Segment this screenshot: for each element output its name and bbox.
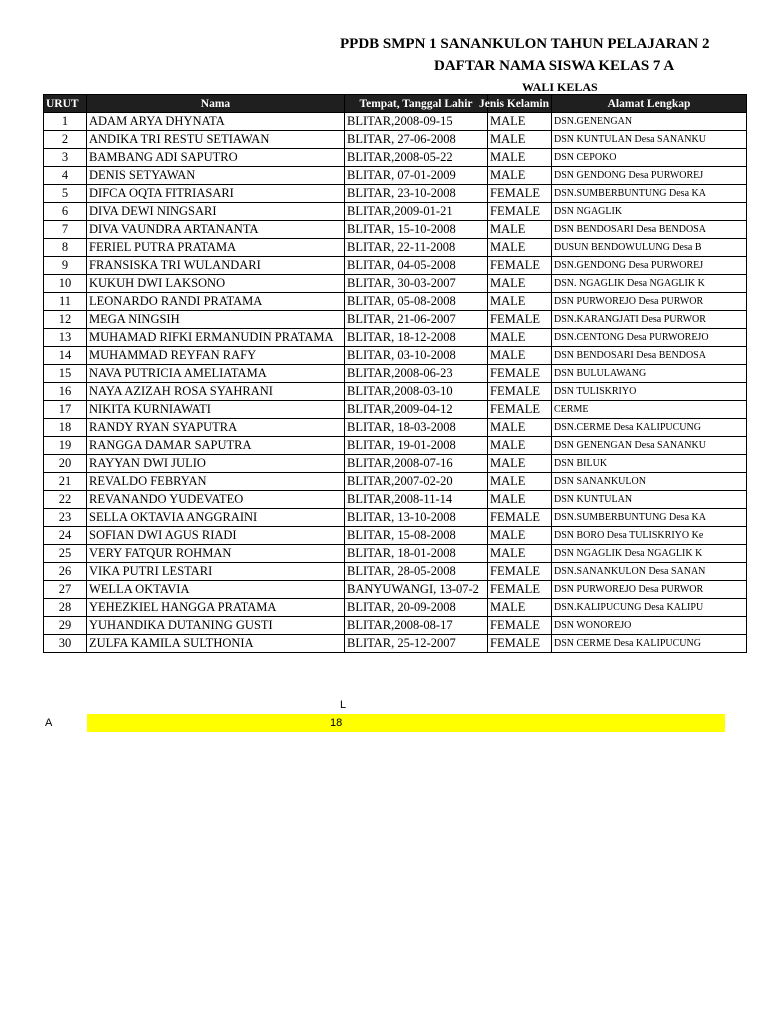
cell-ttl: BLITAR, 03-10-2008 <box>345 347 488 365</box>
cell-urut: 7 <box>44 221 87 239</box>
cell-alamat: DSN.CERME Desa KALIPUCUNG <box>552 419 747 437</box>
document-subtitle: DAFTAR NAMA SISWA KELAS 7 A <box>434 58 675 74</box>
footer-column-label: L <box>340 699 347 711</box>
cell-nama: VIKA PUTRI LESTARI <box>87 563 345 581</box>
table-row <box>44 383 747 401</box>
table-row <box>44 491 747 509</box>
cell-jenis-kelamin: MALE <box>488 131 552 149</box>
cell-alamat: DSN.SANANKULON Desa SANAN <box>552 563 747 581</box>
header-alamat: Alamat Lengkap <box>552 95 747 113</box>
table-row <box>44 113 747 131</box>
cell-jenis-kelamin: MALE <box>488 113 552 131</box>
cell-nama: KUKUH DWI LAKSONO <box>87 275 345 293</box>
table-row <box>44 239 747 257</box>
table-row <box>44 275 747 293</box>
cell-ttl: BLITAR, 05-08-2008 <box>345 293 488 311</box>
cell-urut: 6 <box>44 203 87 221</box>
cell-alamat: DSN PURWOREJO Desa PURWOR <box>552 293 747 311</box>
table-row <box>44 419 747 437</box>
cell-ttl: BLITAR,2008-11-14 <box>345 491 488 509</box>
table-row <box>44 131 747 149</box>
table-header-row <box>44 95 747 113</box>
cell-urut: 29 <box>44 617 87 635</box>
table-row <box>44 635 747 653</box>
cell-ttl: BLITAR, 18-12-2008 <box>345 329 488 347</box>
cell-ttl: BLITAR,2009-01-21 <box>345 203 488 221</box>
cell-urut: 17 <box>44 401 87 419</box>
cell-jenis-kelamin: FEMALE <box>488 257 552 275</box>
cell-ttl: BLITAR, 04-05-2008 <box>345 257 488 275</box>
cell-urut: 12 <box>44 311 87 329</box>
cell-alamat: DSN KUNTULAN Desa SANANKU <box>552 131 747 149</box>
cell-ttl: BLITAR, 18-03-2008 <box>345 419 488 437</box>
cell-nama: YEHEZKIEL HANGGA PRATAMA <box>87 599 345 617</box>
cell-nama: WELLA OKTAVIA <box>87 581 345 599</box>
header-ttl: Tempat, Tanggal Lahir <box>345 95 488 113</box>
cell-nama: MEGA NINGSIH <box>87 311 345 329</box>
cell-nama: MUHAMAD RIFKI ERMANUDIN PRATAMA <box>87 329 345 347</box>
cell-alamat: DUSUN BENDOWULUNG Desa B <box>552 239 747 257</box>
table-row <box>44 329 747 347</box>
cell-ttl: BLITAR, 23-10-2008 <box>345 185 488 203</box>
table-row <box>44 473 747 491</box>
cell-alamat: DSN.CENTONG Desa PURWOREJO <box>552 329 747 347</box>
cell-nama: VERY FATQUR ROHMAN <box>87 545 345 563</box>
table-row <box>44 455 747 473</box>
cell-nama: DIVA VAUNDRA ARTANANTA <box>87 221 345 239</box>
cell-urut: 24 <box>44 527 87 545</box>
cell-alamat: DSN KUNTULAN <box>552 491 747 509</box>
cell-alamat: DSN PURWOREJO Desa PURWOR <box>552 581 747 599</box>
cell-jenis-kelamin: FEMALE <box>488 635 552 653</box>
table-row <box>44 365 747 383</box>
cell-ttl: BLITAR,2008-05-22 <box>345 149 488 167</box>
table-row <box>44 563 747 581</box>
table-row <box>44 617 747 635</box>
cell-ttl: BLITAR, 25-12-2007 <box>345 635 488 653</box>
document-title: PPDB SMPN 1 SANANKULON TAHUN PELAJARAN 2 <box>340 36 710 52</box>
cell-urut: 25 <box>44 545 87 563</box>
cell-urut: 11 <box>44 293 87 311</box>
table-row <box>44 527 747 545</box>
table-row <box>44 509 747 527</box>
cell-nama: BAMBANG ADI SAPUTRO <box>87 149 345 167</box>
cell-urut: 27 <box>44 581 87 599</box>
cell-nama: DIFCA OQTA FITRIASARI <box>87 185 345 203</box>
cell-urut: 3 <box>44 149 87 167</box>
cell-nama: RANGGA DAMAR SAPUTRA <box>87 437 345 455</box>
cell-nama: YUHANDIKA DUTANING GUSTI <box>87 617 345 635</box>
cell-urut: 2 <box>44 131 87 149</box>
cell-nama: FRANSISKA TRI WULANDARI <box>87 257 345 275</box>
cell-alamat: CERME <box>552 401 747 419</box>
cell-jenis-kelamin: FEMALE <box>488 185 552 203</box>
cell-jenis-kelamin: MALE <box>488 473 552 491</box>
cell-alamat: DSN BULULAWANG <box>552 365 747 383</box>
cell-alamat: DSN NGAGLIK Desa NGAGLIK K <box>552 545 747 563</box>
cell-ttl: BLITAR, 15-10-2008 <box>345 221 488 239</box>
cell-jenis-kelamin: MALE <box>488 275 552 293</box>
cell-jenis-kelamin: MALE <box>488 527 552 545</box>
cell-ttl: BLITAR, 18-01-2008 <box>345 545 488 563</box>
cell-nama: DENIS SETYAWAN <box>87 167 345 185</box>
cell-ttl: BLITAR,2009-04-12 <box>345 401 488 419</box>
student-table-container <box>43 94 725 653</box>
table-row <box>44 167 747 185</box>
cell-urut: 19 <box>44 437 87 455</box>
cell-ttl: BLITAR, 19-01-2008 <box>345 437 488 455</box>
cell-urut: 9 <box>44 257 87 275</box>
cell-ttl: BLITAR, 15-08-2008 <box>345 527 488 545</box>
cell-alamat: DSN BILUK <box>552 455 747 473</box>
cell-nama: RANDY RYAN SYAPUTRA <box>87 419 345 437</box>
cell-ttl: BLITAR, 22-11-2008 <box>345 239 488 257</box>
cell-jenis-kelamin: MALE <box>488 221 552 239</box>
cell-alamat: DSN GENENGAN Desa SANANKU <box>552 437 747 455</box>
table-row <box>44 545 747 563</box>
cell-jenis-kelamin: MALE <box>488 347 552 365</box>
cell-alamat: DSN CEPOKO <box>552 149 747 167</box>
cell-ttl: BLITAR,2007-02-20 <box>345 473 488 491</box>
footer-row-label: A <box>45 717 53 729</box>
cell-jenis-kelamin: MALE <box>488 167 552 185</box>
cell-urut: 22 <box>44 491 87 509</box>
cell-alamat: DSN NGAGLIK <box>552 203 747 221</box>
footer-count-value: 18 <box>330 717 343 729</box>
cell-urut: 8 <box>44 239 87 257</box>
cell-alamat: DSN TULISKRIYO <box>552 383 747 401</box>
cell-jenis-kelamin: MALE <box>488 419 552 437</box>
cell-jenis-kelamin: MALE <box>488 545 552 563</box>
table-row <box>44 401 747 419</box>
cell-alamat: DSN.SUMBERBUNTUNG Desa KA <box>552 509 747 527</box>
cell-jenis-kelamin: FEMALE <box>488 311 552 329</box>
cell-ttl: BANYUWANGI, 13-07-2 <box>345 581 488 599</box>
cell-alamat: DSN. NGAGLIK Desa NGAGLIK K <box>552 275 747 293</box>
cell-jenis-kelamin: FEMALE <box>488 203 552 221</box>
cell-urut: 10 <box>44 275 87 293</box>
cell-alamat: DSN BORO Desa TULISKRIYO Ke <box>552 527 747 545</box>
cell-nama: RAYYAN DWI JULIO <box>87 455 345 473</box>
cell-jenis-kelamin: MALE <box>488 293 552 311</box>
cell-ttl: BLITAR, 07-01-2009 <box>345 167 488 185</box>
cell-jenis-kelamin: MALE <box>488 149 552 167</box>
table-row <box>44 311 747 329</box>
table-row <box>44 293 747 311</box>
cell-ttl: BLITAR,2008-07-16 <box>345 455 488 473</box>
cell-jenis-kelamin: FEMALE <box>488 401 552 419</box>
cell-nama: ANDIKA TRI RESTU SETIAWAN <box>87 131 345 149</box>
cell-urut: 26 <box>44 563 87 581</box>
cell-urut: 14 <box>44 347 87 365</box>
cell-alamat: DSN CERME Desa KALIPUCUNG <box>552 635 747 653</box>
cell-nama: NAVA PUTRICIA AMELIATAMA <box>87 365 345 383</box>
footer-highlight-bar <box>87 714 725 732</box>
cell-urut: 23 <box>44 509 87 527</box>
cell-urut: 21 <box>44 473 87 491</box>
cell-nama: LEONARDO RANDI PRATAMA <box>87 293 345 311</box>
cell-alamat: DSN BENDOSARI Desa BENDOSA <box>552 347 747 365</box>
cell-jenis-kelamin: FEMALE <box>488 581 552 599</box>
student-table <box>43 94 747 653</box>
cell-urut: 18 <box>44 419 87 437</box>
table-row <box>44 221 747 239</box>
header-jenis-kelamin-label: Jenis Kelamin <box>479 97 549 110</box>
cell-ttl: BLITAR, 27-06-2008 <box>345 131 488 149</box>
cell-jenis-kelamin: MALE <box>488 491 552 509</box>
cell-ttl: BLITAR,2008-06-23 <box>345 365 488 383</box>
cell-nama: ZULFA KAMILA SULTHONIA <box>87 635 345 653</box>
cell-nama: MUHAMMAD REYFAN RAFY <box>87 347 345 365</box>
cell-jenis-kelamin: FEMALE <box>488 383 552 401</box>
cell-nama: REVANANDO YUDEVATEO <box>87 491 345 509</box>
cell-alamat: DSN BENDOSARI Desa BENDOSA <box>552 221 747 239</box>
table-row <box>44 185 747 203</box>
cell-nama: NIKITA KURNIAWATI <box>87 401 345 419</box>
cell-urut: 13 <box>44 329 87 347</box>
table-row <box>44 257 747 275</box>
cell-ttl: BLITAR,2008-08-17 <box>345 617 488 635</box>
cell-jenis-kelamin: MALE <box>488 455 552 473</box>
cell-nama: SELLA OKTAVIA ANGGRAINI <box>87 509 345 527</box>
cell-urut: 5 <box>44 185 87 203</box>
cell-nama: REVALDO FEBRYAN <box>87 473 345 491</box>
cell-ttl: BLITAR,2008-03-10 <box>345 383 488 401</box>
cell-alamat: DSN WONOREJO <box>552 617 747 635</box>
cell-nama: DIVA DEWI NINGSARI <box>87 203 345 221</box>
cell-jenis-kelamin: MALE <box>488 437 552 455</box>
cell-alamat: DSN.KARANGJATI Desa PURWOR <box>552 311 747 329</box>
homeroom-teacher-label: WALI KELAS <box>522 80 598 94</box>
cell-jenis-kelamin: FEMALE <box>488 563 552 581</box>
cell-alamat: DSN GENDONG Desa PURWOREJ <box>552 167 747 185</box>
header-jenis-kelamin <box>479 95 552 113</box>
cell-urut: 30 <box>44 635 87 653</box>
cell-nama: ADAM ARYA DHYNATA <box>87 113 345 131</box>
cell-nama: SOFIAN DWI AGUS RIADI <box>87 527 345 545</box>
cell-ttl: BLITAR, 21-06-2007 <box>345 311 488 329</box>
cell-alamat: DSN SANANKULON <box>552 473 747 491</box>
table-row <box>44 347 747 365</box>
table-row <box>44 149 747 167</box>
cell-ttl: BLITAR, 13-10-2008 <box>345 509 488 527</box>
cell-alamat: DSN.KALIPUCUNG Desa KALIPU <box>552 599 747 617</box>
cell-ttl: BLITAR, 20-09-2008 <box>345 599 488 617</box>
table-row <box>44 203 747 221</box>
cell-urut: 15 <box>44 365 87 383</box>
cell-urut: 16 <box>44 383 87 401</box>
cell-alamat: DSN.SUMBERBUNTUNG Desa KA <box>552 185 747 203</box>
cell-ttl: BLITAR, 30-03-2007 <box>345 275 488 293</box>
cell-jenis-kelamin: MALE <box>488 329 552 347</box>
cell-urut: 28 <box>44 599 87 617</box>
cell-urut: 4 <box>44 167 87 185</box>
cell-urut: 20 <box>44 455 87 473</box>
header-urut: URUT <box>44 95 87 113</box>
cell-alamat: DSN.GENENGAN <box>552 113 747 131</box>
cell-jenis-kelamin: FEMALE <box>488 365 552 383</box>
table-row <box>44 437 747 455</box>
table-row <box>44 599 747 617</box>
cell-nama: NAYA AZIZAH ROSA SYAHRANI <box>87 383 345 401</box>
header-nama: Nama <box>87 95 345 113</box>
cell-jenis-kelamin: MALE <box>488 239 552 257</box>
cell-ttl: BLITAR, 28-05-2008 <box>345 563 488 581</box>
cell-jenis-kelamin: FEMALE <box>488 509 552 527</box>
cell-urut: 1 <box>44 113 87 131</box>
cell-nama: FERIEL PUTRA PRATAMA <box>87 239 345 257</box>
cell-ttl: BLITAR,2008-09-15 <box>345 113 488 131</box>
cell-jenis-kelamin: MALE <box>488 599 552 617</box>
cell-jenis-kelamin: FEMALE <box>488 617 552 635</box>
cell-alamat: DSN.GENDONG Desa PURWOREJ <box>552 257 747 275</box>
table-row <box>44 581 747 599</box>
